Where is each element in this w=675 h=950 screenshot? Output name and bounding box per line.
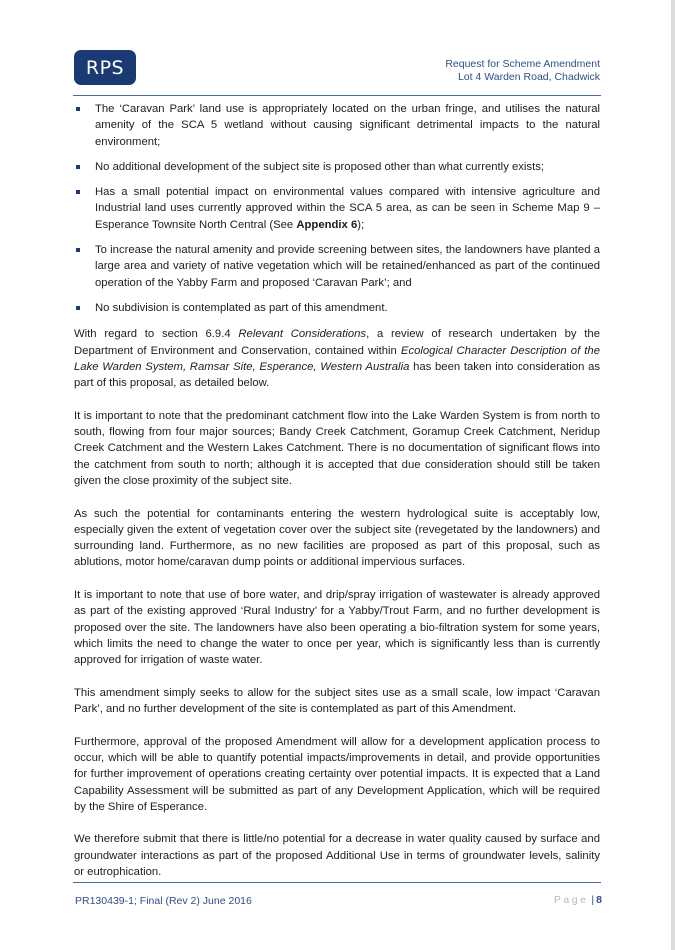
text-run: has been taken into consideration as part of this proposal, as detailed below. [74,360,601,390]
bullet-text: The ‘Caravan Park’ land use is appropriately located on the urban fringe, and utilises the natural amenity of the SCA 5 wetland without causing significant detrimental impacts to the natural environment; [95,103,600,148]
page-label: Page [553,894,589,906]
document-subtitle: Lot 4 Warden Road, Chadwick [457,71,600,83]
text-run: , a review of research undertaken by the Department of Environment and Conservation, contained within [74,328,600,357]
bullet-text: To increase the natural amenity and provide screening between sites, the landowners have planted a large area and variety of native vegetation which will be retained/enhanced as part of the continued operation of the Yabby Farm and proposed ‘Caravan Park’; and [95,244,600,289]
document-title: Request for Scheme Amendment [445,58,600,70]
rps-logo: RPS [74,50,136,85]
header-divider [73,95,601,96]
bullet-icon [76,248,80,252]
appendix-reference: Appendix 6 [296,218,358,231]
paragraph: As such the potential for contaminants entering the western hydrological suite is acceptably low, especially given the extent of vegetation cover over the subject site (revegetated by the landowners) and surrounding land. Furthermore, as no new facilities are proposed as part of this proposal, such as ablutions, motor home/caravan dump points or additional impervious surfaces. [74,507,600,569]
paragraph-relevant-considerations [74,326,600,391]
page-separator: | [591,894,595,906]
paragraph: It is important to note that use of bore water, and drip/spray irrigation of wastewater is already approved as part of the existing approved ‘Rural Industry’ for a Yabby/Trout Farm, and no further development is proposed over the site. The landowners have also been operating a bio-filtration system for some years, which limits the need to change the water to once per year, which is significantly less than is currently approved for irrigation of waste water. [74,589,600,667]
page-edge [671,0,675,950]
document-reference: PR130439-1; Final (Rev 2) June 2016 [75,895,252,907]
publication-title-italic: Ecological Character Description of the Lake Warden System, Ramsar Site, Esperance, Western Australia [74,344,601,373]
footer-divider [73,882,601,883]
paragraph: Furthermore, approval of the proposed Amendment will allow for a development application process to occur, which will be able to quantify potential impacts/improvements in detail, and provide opportunities for further improvement of operations creating certainty over potential impacts. It is expected that a Land Capability Assessment will be submitted as part of any Development Application, which will be required by the Shire of Esperance. [74,735,600,813]
bullet-text: No additional development of the subject site is proposed other than what currently exists; [95,160,544,173]
text-run: With regard to section 6.9.4 [74,328,239,341]
bullet-icon [76,107,80,111]
list-item [74,159,600,175]
bullet-icon [76,190,80,194]
document-header [445,58,600,84]
bullet-text: Has a small potential impact on environmental values compared with intensive agriculture and Industrial land uses currently approved within the SCA 5 area, as can be seen in Scheme Map 9 – Esperance Townsite North Central (See [95,186,600,231]
document-body [74,101,600,897]
paragraph: It is important to note that the predominant catchment flow into the Lake Warden System is from north to south, flowing from four major sources; Bandy Creek Catchment, Goramup Creek Catchment, Neridup Creek Catchment and the Western Lakes Catchment. There is no documentation of significant flows into the catchment from south to north; although it is accepted that due consideration should still be taken given the close proximity of the subject site. [74,409,600,487]
paragraph: We therefore submit that there is little/no potential for a decrease in water quality caused by surface and groundwater interactions as part of the proposed Additional Use in terms of groundwater levels, salinity or eutrophication. [74,833,600,879]
page-indicator [554,894,602,906]
section-title-italic: Relevant Considerations [238,328,367,341]
list-item [74,184,600,233]
list-item [74,101,600,150]
list-item [74,242,600,291]
bullet-text: No subdivision is contemplated as part of this amendment. [95,301,388,314]
bullet-text-end: ); [357,218,365,231]
list-item [74,300,600,316]
bullet-list [74,101,600,316]
bullet-icon [76,165,80,169]
paragraph: This amendment simply seeks to allow for the subject sites use as a small scale, low impact ‘Caravan Park’, and no further development of the site is contemplated as part of this Amendment. [74,686,600,716]
page-number: 8 [596,894,602,906]
bullet-icon [76,306,80,310]
